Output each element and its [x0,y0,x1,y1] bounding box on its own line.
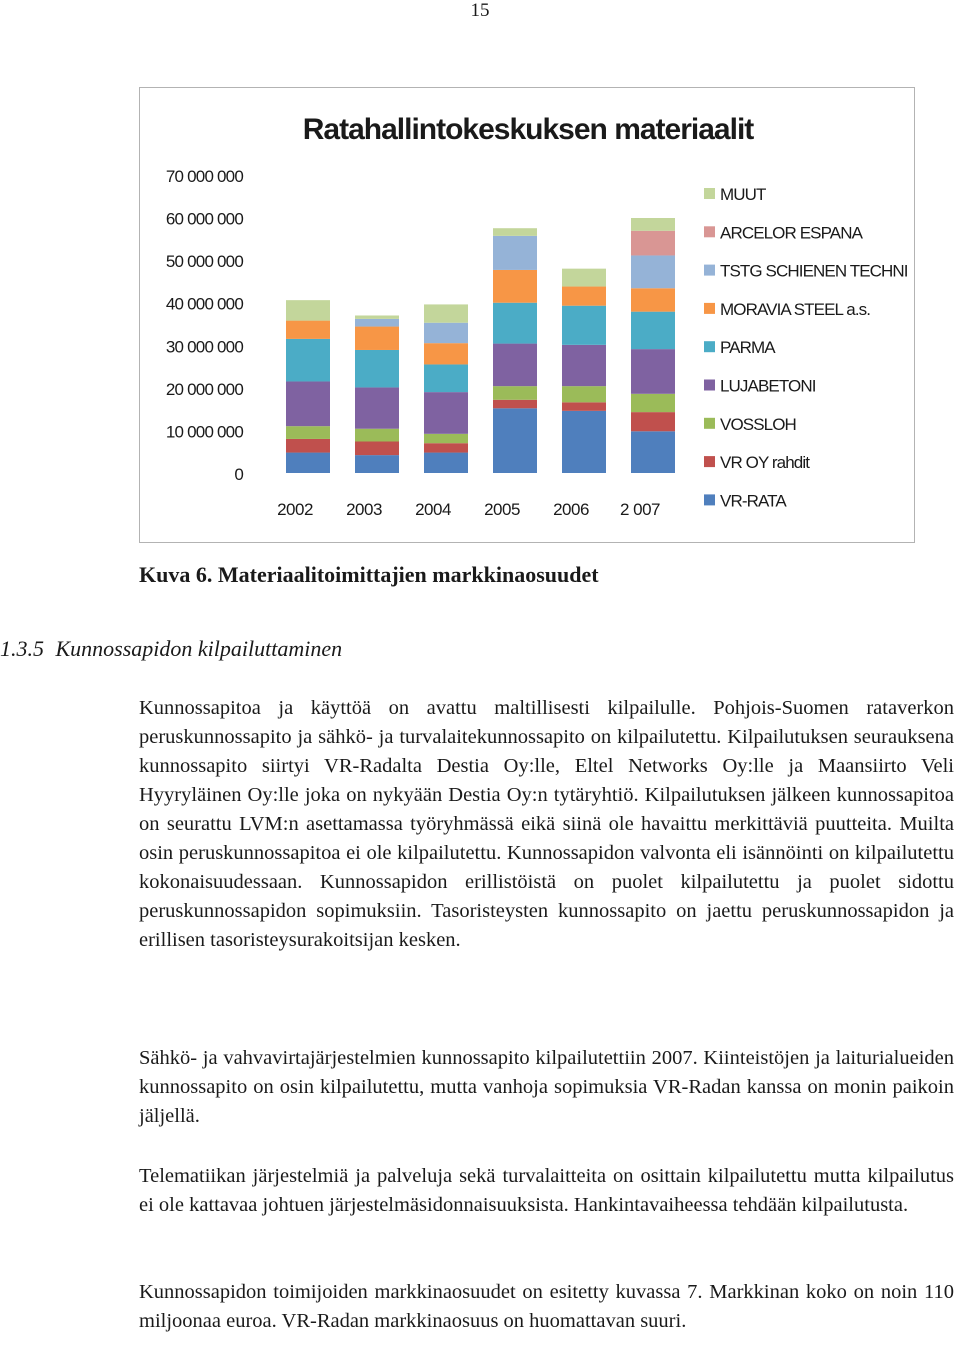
section-title: Kunnossapidon kilpailuttaminen [55,636,343,661]
bar-segment [562,344,606,385]
x-axis-ticks [277,500,660,519]
bar-segment [355,428,399,441]
bar-segment [355,387,399,428]
bar-segment [424,452,468,472]
legend [704,185,908,510]
bar-segment [286,338,330,381]
legend-label: LUJABETONI [719,376,816,395]
bar-segment [286,426,330,439]
bar-segment [286,452,330,472]
legend-swatch [704,226,715,237]
bar-segment [286,438,330,452]
y-tick-label: 70 000 000 [165,166,243,186]
bar-segment [562,286,606,305]
y-tick-label: 30 000 000 [165,336,243,356]
bar-segment [631,255,675,288]
body-paragraph: Kunnossapidon toimijoiden markkinaosuudet on esitetty kuvassa 7. Markkinan koko on noin 110 miljoonaa euroa. VR-Radan markkinaosuus on huomattavan suuri. [139,1281,954,1332]
section-heading [0,635,342,663]
caption-text: Materiaalitoimittajien markkinaosuudet [217,562,599,587]
bars [286,217,675,472]
bar-segment [424,343,468,364]
bar-segment [562,410,606,472]
bar-segment [355,318,399,326]
bar-segment [493,302,537,343]
legend-label: PARMA [719,337,775,357]
y-tick-label: 20 000 000 [165,379,243,399]
legend-label: ARCELOR ESPANA [719,222,862,242]
x-tick-label: 2006 [552,499,589,519]
bar-segment [424,364,468,392]
bar-segment [493,228,537,236]
bar-segment [355,441,399,455]
bar-segment [631,393,675,411]
y-tick-label: 10 000 000 [165,421,243,441]
bar-segment [493,235,537,269]
legend-swatch [704,188,715,199]
bar-segment [286,300,330,320]
legend-label: TSTG SCHIENEN TECHNI [719,261,908,281]
legend-swatch [704,302,715,313]
legend-swatch [704,417,715,428]
bar-segment [631,412,675,431]
legend-label: VR-RATA [719,490,786,510]
bar-segment [355,326,399,349]
legend-label: VR OY rahdit [719,452,809,472]
stacked-bar-chart [139,87,915,543]
body-paragraph: Sähkö- ja vahvavirtajärjestelmien kunnossapito kilpailutettiin 2007. Kiinteistöjen ja laiturialueiden kunnossapito on osin kilpailutettu, mutta vanhoja sopimuksia VR-Radan kanssa on monin paikoin jäljellä. [139,1047,954,1127]
bar-segment [562,305,606,344]
x-tick-label: 2 007 [619,499,660,519]
bar-segment [424,433,468,442]
y-tick-label: 60 000 000 [165,209,243,229]
legend-swatch [704,456,715,467]
bar-segment [424,322,468,342]
bar-segment [631,349,675,394]
legend-swatch [704,264,715,275]
y-axis-ticks [165,167,242,484]
figure-caption [139,561,599,589]
legend-label: MUUT [719,184,765,204]
bar-segment [493,269,537,302]
bar-segment [493,386,537,400]
bar-segment [493,408,537,473]
x-tick-label: 2002 [276,499,313,519]
bar-segment [631,217,675,230]
legend-swatch [704,379,715,390]
section-number: 1.3.5 [0,636,44,661]
bar-segment [631,288,675,311]
bar-segment [562,386,606,402]
page-number: 15 [470,0,490,21]
chart-title: Ratahallintokeskuksen materiaalit [302,112,753,146]
x-tick-label: 2005 [483,499,520,519]
x-tick-label: 2003 [345,499,382,519]
body-paragraph: Telematiikan järjestelmiä ja palveluja sekä turvalaitteita on osittain kilpailutettu mutta kilpailutus ei ole kattavaa johtuen järjestelmäsidonnaisuuksista. Hankintavaiheessa tehdään kilpailutusta. [139,1165,954,1216]
chart-canvas [139,87,915,543]
bar-segment [424,392,468,434]
bar-segment [355,349,399,386]
bar-segment [631,431,675,473]
bar-segment [493,399,537,408]
bar-segment [493,343,537,386]
bar-segment [286,320,330,338]
bar-segment [355,315,399,318]
x-tick-label: 2004 [414,499,451,519]
y-tick-label: 0 [233,464,243,484]
bar-segment [286,381,330,426]
bar-segment [424,304,468,322]
legend-label: VOSSLOH [719,414,796,434]
bar-segment [631,311,675,348]
caption-label: Kuva 6. [139,562,213,587]
legend-label: MORAVIA STEEL a.s. [719,299,870,319]
y-tick-label: 50 000 000 [165,251,243,271]
body-paragraph: Kunnossapitoa ja käyttöä on avattu maltillisesti kilpailulle. Pohjois-Suomen rataverkon peruskunnossapito ja sähkö- ja turvalaitekunnossapito on kilpailutettu. Kilpailutuksen seurauksena kunnossapito siirtyi VR-Radalta Destia Oy:lle, Eltel Networks Oy:lle ja Maansiirto Veli Hyyryläinen Oy:lle joka on nykyään Destia Oy:n tytäryhtiö. Kilpailutuksen jälkeen kunnossapitoa on seurattu LVM:n asettamassa työryhmässä eikä siinä ole havaittu merkittäviä puutteita. Muilta osin peruskunnossapitoa ei ole kilpailutettu. Kunnossapidon valvonta eli isännöinti on kilpailutettu kokonaisuudessaan. Kunnossapidon erillistöistä on puolet kilpailutettu ja puolet sidottu peruskunnossapidon sopimuksiin. Tasoristeysten kunnossapito on jaettu peruskunnossapidon ja erillisen tasoristeysurakoitsijan kesken. [139,697,954,951]
bar-segment [631,230,675,255]
bar-segment [562,268,606,286]
legend-swatch [704,341,715,352]
legend-swatch [704,494,715,505]
bar-segment [562,402,606,411]
bar-segment [355,455,399,473]
bar-segment [424,443,468,452]
y-tick-label: 40 000 000 [165,294,243,314]
